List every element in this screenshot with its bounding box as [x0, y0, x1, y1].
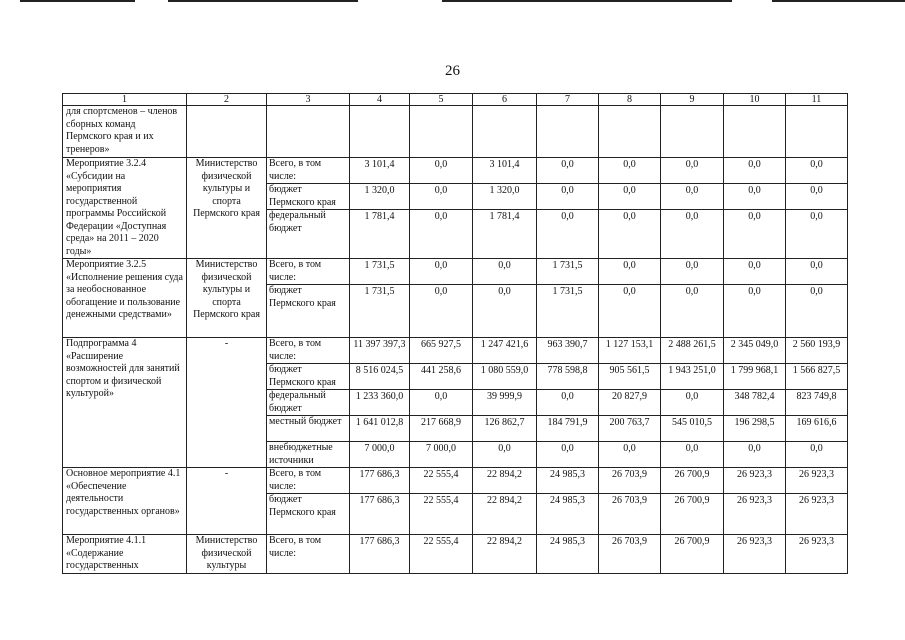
amount-cell: 196 298,5 [724, 416, 786, 442]
amount-cell: 0,0 [724, 158, 786, 184]
amount-cell: 0,0 [661, 259, 724, 285]
column-header: 8 [599, 94, 661, 106]
amount-cell: 441 258,6 [410, 364, 473, 390]
amount-cell: 24 985,3 [537, 494, 599, 535]
amount-cell: 177 686,3 [350, 494, 410, 535]
executor: Министерство физической культуры [187, 535, 267, 574]
funding-source: федеральный бюджет [267, 210, 350, 259]
amount-cell: 1 320,0 [350, 184, 410, 210]
funding-source: Всего, в том числе: [267, 338, 350, 364]
amount-cell: 26 923,3 [724, 494, 786, 535]
executor: Министерство физической культуры и спорта Пермского края [187, 158, 267, 259]
amount-cell: 0,0 [410, 259, 473, 285]
amount-cell: 184 791,9 [537, 416, 599, 442]
amount-cell: 778 598,8 [537, 364, 599, 390]
funding-source: Всего, в том числе: [267, 259, 350, 285]
amount-cell: 26 923,3 [786, 494, 848, 535]
amount-cell: 0,0 [724, 210, 786, 259]
funding-source: Всего, в том числе: [267, 158, 350, 184]
amount-cell: 26 700,9 [661, 494, 724, 535]
amount-cell: 0,0 [537, 184, 599, 210]
funding-source: бюджет Пермского края [267, 494, 350, 535]
amount-cell: 905 561,5 [599, 364, 661, 390]
executor: Министерство физической культуры и спорта Пермского края [187, 259, 267, 338]
funding-source: бюджет Пермского края [267, 184, 350, 210]
subprogram-4-row [63, 338, 848, 364]
amount-cell: 39 999,9 [473, 390, 537, 416]
amount-cell: 126 862,7 [473, 416, 537, 442]
amount-cell: 0,0 [724, 259, 786, 285]
amount-cell: 0,0 [473, 442, 537, 468]
column-header: 2 [187, 94, 267, 106]
amount-cell: 20 827,9 [599, 390, 661, 416]
amount-cell: 1 320,0 [473, 184, 537, 210]
amount-cell: 0,0 [786, 259, 848, 285]
executor: - [187, 338, 267, 468]
amount-cell: 22 555,4 [410, 468, 473, 494]
amount-cell: 22 894,2 [473, 535, 537, 574]
amount-cell: 0,0 [661, 158, 724, 184]
column-header: 5 [410, 94, 473, 106]
amount-cell: 0,0 [599, 184, 661, 210]
amount-cell: 200 763,7 [599, 416, 661, 442]
amount-cell: 7 000,0 [350, 442, 410, 468]
budget-table [62, 93, 848, 574]
amount-cell: 348 782,4 [724, 390, 786, 416]
amount-cell: 177 686,3 [350, 468, 410, 494]
amount-cell: 823 749,8 [786, 390, 848, 416]
amount-cell: 1 781,4 [350, 210, 410, 259]
amount-cell: 26 700,9 [661, 535, 724, 574]
amount-cell: 7 000,0 [410, 442, 473, 468]
page-number: 26 [445, 63, 460, 79]
amount-cell: 0,0 [661, 285, 724, 338]
column-header: 4 [350, 94, 410, 106]
funding-source: местный бюджет [267, 416, 350, 442]
column-header: 7 [537, 94, 599, 106]
amount-cell: 0,0 [599, 259, 661, 285]
executor: - [187, 468, 267, 535]
amount-cell: 0,0 [537, 442, 599, 468]
amount-cell: 0,0 [661, 442, 724, 468]
amount-cell: 177 686,3 [350, 535, 410, 574]
amount-cell: 217 668,9 [410, 416, 473, 442]
activity-name: Мероприятие 3.2.4 «Субсидии на мероприятия государственной программы Российской Федерации «Доступная среда» на 2011 – 2020 годы» [63, 158, 187, 259]
amount-cell: 963 390,7 [537, 338, 599, 364]
funding-source: Всего, в том числе: [267, 535, 350, 574]
amount-cell: 2 560 193,9 [786, 338, 848, 364]
amount-cell: 0,0 [537, 158, 599, 184]
amount-cell: 3 101,4 [350, 158, 410, 184]
amount-cell: 0,0 [661, 390, 724, 416]
amount-cell: 26 703,9 [599, 535, 661, 574]
funding-source: внебюджетные источники [267, 442, 350, 468]
amount-cell: 0,0 [537, 210, 599, 259]
amount-cell: 0,0 [786, 442, 848, 468]
activity-name: Основное мероприятие 4.1 «Обеспечение деятельности государственных органов» [63, 468, 187, 535]
activity-name: Мероприятие 4.1.1 «Содержание государственных [63, 535, 187, 574]
amount-cell: 1 566 827,5 [786, 364, 848, 390]
amount-cell: 0,0 [724, 184, 786, 210]
funding-source: Всего, в том числе: [267, 468, 350, 494]
amount-cell: 0,0 [599, 158, 661, 184]
amount-cell: 26 703,9 [599, 468, 661, 494]
funding-source: бюджет Пермского края [267, 285, 350, 338]
amount-cell: 0,0 [724, 285, 786, 338]
amount-cell: 0,0 [410, 285, 473, 338]
amount-cell: 0,0 [599, 442, 661, 468]
amount-cell: 0,0 [786, 158, 848, 184]
amount-cell: 0,0 [410, 184, 473, 210]
amount-cell: 665 927,5 [410, 338, 473, 364]
amount-cell: 1 731,5 [350, 285, 410, 338]
amount-cell: 0,0 [599, 210, 661, 259]
activity-name: Подпрограмма 4 «Расширение возможностей для занятий спортом и физической культурой» [63, 338, 187, 468]
activity-name: Мероприятие 3.2.5 «Исполнение решения суда за необоснованное обогащение и пользование денежными средствами» [63, 259, 187, 338]
amount-cell: 1 731,5 [537, 259, 599, 285]
amount-cell: 0,0 [410, 158, 473, 184]
amount-cell: 3 101,4 [473, 158, 537, 184]
amount-cell: 0,0 [599, 285, 661, 338]
header-rule [20, 0, 135, 2]
header-row [63, 94, 848, 106]
amount-cell: 1 247 421,6 [473, 338, 537, 364]
funding-source: бюджет Пермского края [267, 364, 350, 390]
amount-cell: 26 923,3 [786, 535, 848, 574]
header-rule [168, 0, 358, 2]
amount-cell: 26 923,3 [724, 468, 786, 494]
amount-cell: 0,0 [410, 390, 473, 416]
column-header: 10 [724, 94, 786, 106]
amount-cell: 1 127 153,1 [599, 338, 661, 364]
amount-cell: 2 345 049,0 [724, 338, 786, 364]
amount-cell: 26 700,9 [661, 468, 724, 494]
amount-cell: 0,0 [410, 210, 473, 259]
amount-cell: 2 488 261,5 [661, 338, 724, 364]
amount-cell: 24 985,3 [537, 468, 599, 494]
amount-cell: 0,0 [786, 285, 848, 338]
amount-cell: 1 799 968,1 [724, 364, 786, 390]
column-header: 1 [63, 94, 187, 106]
amount-cell: 26 923,3 [724, 535, 786, 574]
amount-cell: 22 555,4 [410, 494, 473, 535]
amount-cell: 0,0 [473, 259, 537, 285]
amount-cell: 1 731,5 [350, 259, 410, 285]
continuation-row [63, 106, 848, 158]
activity-4-1-1-row [63, 535, 848, 574]
column-header: 6 [473, 94, 537, 106]
amount-cell: 169 616,6 [786, 416, 848, 442]
amount-cell: 0,0 [661, 210, 724, 259]
funding-source: федеральный бюджет [267, 390, 350, 416]
amount-cell: 0,0 [661, 184, 724, 210]
header-rule [772, 0, 905, 2]
main-activity-4-1-row [63, 468, 848, 494]
amount-cell: 26 923,3 [786, 468, 848, 494]
amount-cell: 8 516 024,5 [350, 364, 410, 390]
amount-cell: 0,0 [786, 184, 848, 210]
amount-cell: 0,0 [537, 390, 599, 416]
amount-cell: 0,0 [724, 442, 786, 468]
amount-cell: 22 555,4 [410, 535, 473, 574]
amount-cell: 1 641 012,8 [350, 416, 410, 442]
continuation-cell: для спортсменов – членов сборных команд Пермского края и их тренеров» [63, 106, 187, 158]
amount-cell: 1 781,4 [473, 210, 537, 259]
amount-cell: 1 080 559,0 [473, 364, 537, 390]
column-header: 11 [786, 94, 848, 106]
amount-cell: 26 703,9 [599, 494, 661, 535]
amount-cell: 22 894,2 [473, 494, 537, 535]
amount-cell: 0,0 [786, 210, 848, 259]
column-header: 9 [661, 94, 724, 106]
column-header: 3 [267, 94, 350, 106]
amount-cell: 11 397 397,3 [350, 338, 410, 364]
amount-cell: 24 985,3 [537, 535, 599, 574]
amount-cell: 545 010,5 [661, 416, 724, 442]
activity-3-2-5-row [63, 259, 848, 285]
activity-3-2-4-row [63, 158, 848, 184]
amount-cell: 22 894,2 [473, 468, 537, 494]
amount-cell: 1 233 360,0 [350, 390, 410, 416]
amount-cell: 1 731,5 [537, 285, 599, 338]
amount-cell: 1 943 251,0 [661, 364, 724, 390]
header-rule [442, 0, 732, 2]
amount-cell: 0,0 [473, 285, 537, 338]
